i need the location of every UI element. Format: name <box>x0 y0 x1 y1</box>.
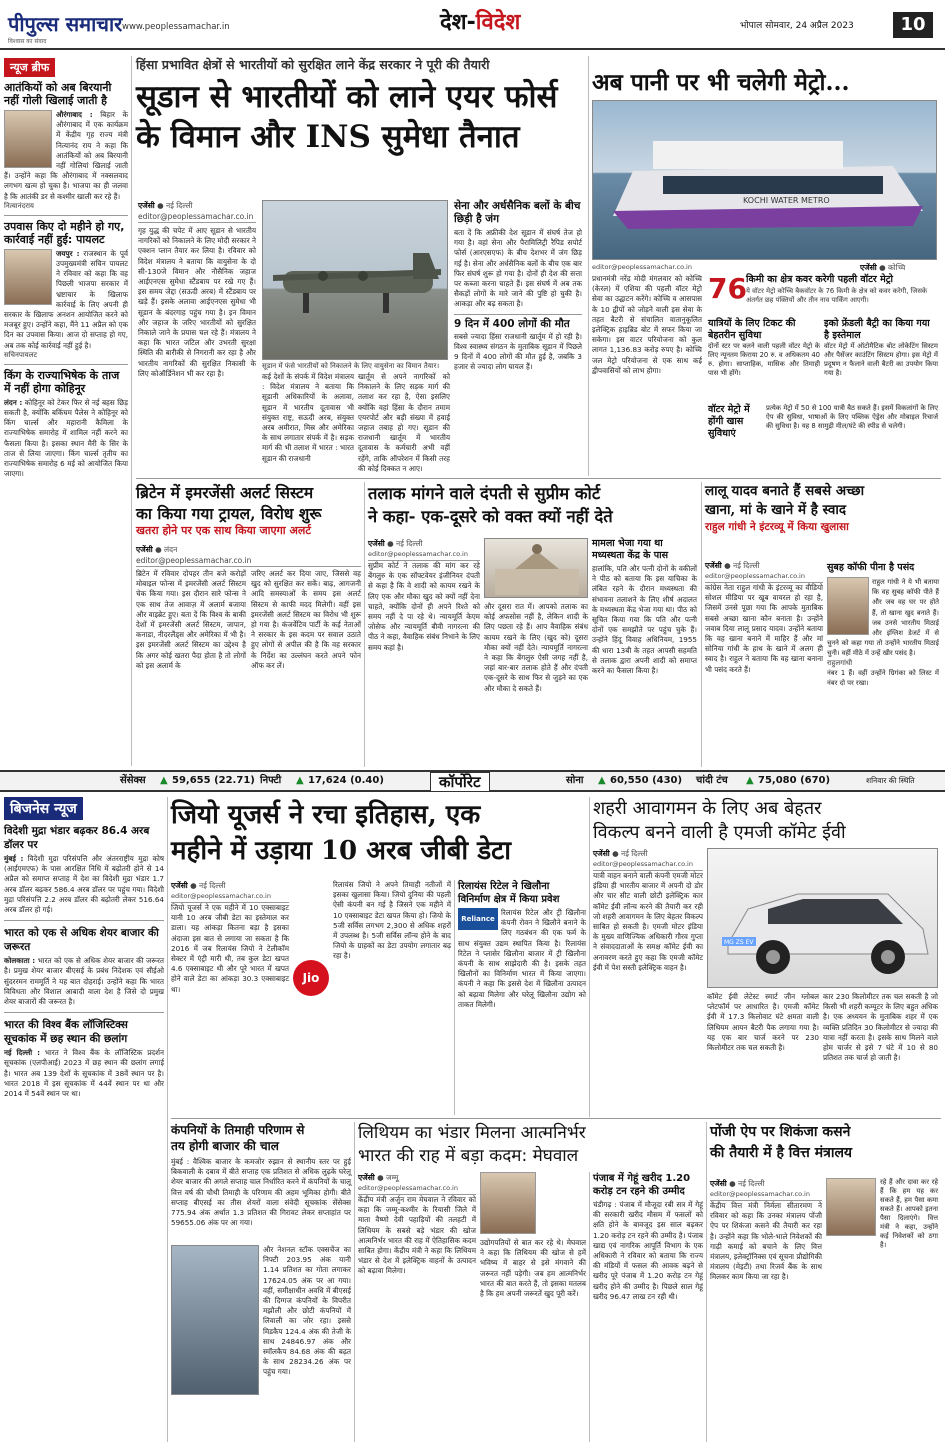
brief-text: राजस्थान के पूर्व उपमुख्यमंत्री सचिन पायलट ने रविवार को कहा कि वह पिछली भाजपा सरकार में भ्रष्टाचार के खिलाफ कार्रवाई के लिए अपनी ही सरकार के खिलाफ अनशन आयोजित करने को मजबूर हुए। उन्होंने कहा, मैंने 11 अप्रैल को एक दिन का उपवास किया। आज दो सप्ताह हो गए, अब तक कोई कार्रवाई नहीं हुई है। <box>4 248 128 350</box>
portrait-image <box>4 110 52 168</box>
silver-up-icon: ▲ <box>746 775 754 786</box>
reliance-logo: Reliance <box>458 908 498 930</box>
rahul-gandhi-portrait <box>827 577 869 635</box>
ponzi-body: केंद्रीय वित्त मंत्री निर्मला सीतारमण ने रविवार को कहा कि उनका मंत्रालय पोंजी ऐप पर शिकंजा कसने की तैयारी कर रहा है। उन्होंने कहा कि भोले-भाले निवेशकों की गाढ़ी कमाई को बचाने के लिए वित्त मंत्रालय, इलेक्ट्रॉनिक्स एवं सूचना प्रौद्योगिकी मंत्रालय (मेइटी) तथा रिजर्व बैंक के साथ मिलकर काम किया जा रहा है। <box>710 1201 822 1282</box>
lalu-subhead: राहुल गांधी ने इंटरव्यू में किया खुलासा <box>705 521 849 533</box>
mg-body-3: कार 230 किलोमीटर तक चल सकती है जो किसी भी शहरी कम्यूटर के लिए बहुत अधिक है। एक अध्ययन के मुताबिक शहर में एक व्यक्ति प्रतिदिन 30 किलोमीटर से ज्यादा की यात्रा नहीं करता है। इसके साथ मिलने वाले होम चार्जर से इसे 7 घंटे में 10 से 80 प्रतिशत तक चार्ज हो जाती है। <box>823 992 938 1063</box>
sensex-up-icon: ▲ <box>160 775 168 786</box>
brief-text: बिहार के औरंगाबाद में एक कार्यक्रम में केंद्रीय गृह राज्य मंत्री नित्यानंद राय ने कहा कि आतंकियों को अब बिरयानी नहीं गोलियां खिलाई जाती हैं। उन्होंने कहा कि औरंगाबाद में नक्सलवाद लगभग खत्म हो चुका है। भाजपा का ही जलवा है कि आतंकी डर से कश्मीर खाली कर रहे हैं। <box>4 110 128 201</box>
metro-stat-box <box>708 274 938 314</box>
talaq-headline[interactable]: तलाक मांगने वाले दंपती से सुप्रीम कोर्ट ने कहा- एक-दूसरे को वक्त क्यों नहीं देते <box>368 484 613 526</box>
metro-stat-number: 76 <box>708 272 747 305</box>
britain-story <box>136 482 361 767</box>
britain-byline: एजेंसी ● लंदन <box>136 545 178 554</box>
ponzi-headline[interactable]: पोंजी ऐप पर शिकंजा कसने की तैयारी में है वित्त मंत्रालय <box>710 1124 853 1161</box>
jio-body-1: जियो यूजर्स ने एक महीने में 10 एक्साबाइट यानी 10 अरब जीबी डेटा का इस्तेमाल कर डाला। यह आंकड़ा कितना बड़ा है इसका अंदाजा इस बात से लगाया जा सकता है कि 2016 में जब रिलायंस जियो ने टेलीकॉम सेक्टर में एंट्री मारी थी, तब कुल डेटा खपत 4.6 एक्साबाइट थी और पूरे भारत में खपत होने वाले डेटा का आंकड़ा 30.3 एक्साबाइट था। <box>171 903 289 994</box>
nifty-value: 17,624 (0.40) <box>308 775 384 786</box>
sensex-label: सेंसेक्स <box>120 775 146 786</box>
mg-car-photo <box>707 848 938 988</box>
lithium-byline: एजेंसी ● जम्मू <box>358 1173 399 1182</box>
lithium-body-2: उद्योगपतियों से बात कर रहे थे। मेघवाल ने कहा कि लिथियम की खोज से हमें भविष्य में बाहर से इसे मंगवाने की जरूरत नहीं पड़ेगी। जब हम आत्मनिर्भर भारत की बात करते हैं, तो इसका मतलब है कि हम अपनी जरूरतें खुद पूरी करें। <box>480 1238 586 1299</box>
boat-label: KOCHI WATER METRO <box>743 196 830 205</box>
metro-ticket-box: यात्रियों के लिए टिकट की बेहतरीन सुविधा दोनों स्टर पर बलने वाली पहली वॉटर मेट्रो के लिए न्यूनतम किराया 20 रु. व अधिकतम 40 रु. होगा। साप्ताहिक, मासिक और तिमाही पास भी होंगे। <box>708 318 820 377</box>
sudan-body-col-3: खार्तूम से अपने नागरिकों को निकालने के लिए सड़क मार्ग की तलाश कर रहा है, ऐसा इसलिए क्योंकि वहां हिंसा के दौरान तमाम एयरपोर्ट और बड़ी संख्या में हवाई जहाज तबाह हो गए। सूडान की राजधानी खार्तूम में भारतीय दूतावास के कर्मचारी अभी वहीं रहेंगे, ताकि ऑपरेशन में किसी तरह की कोई दिक्कत न आए। <box>358 372 450 473</box>
section-title: देश-विदेश <box>440 10 521 35</box>
stock-exchange-photo <box>171 1245 259 1395</box>
lalu-body: कांग्रेस नेता राहुल गांधी के इंटरव्यू का वीडियो सोशल मीडिया पर खूब वायरल हो रहा है, जिसमें उनसे पूछा गया कि आपके मुताबिक सबसे अच्छा खाना कौन बनाता है। उन्होंने जवाब दिया लालू प्रसाद यादव। उन्होंने बताया कि वह खाना बनाने में माहिर हैं और मां सोनिया गांधी के हाथ के खाने में अलग ही स्वाद है। राहुल ने बताया कि वह खाना बनाना भी पसंद करते हैं। <box>705 583 823 674</box>
talaq-email[interactable]: editor@peoplessamachar.co.in <box>368 549 480 561</box>
sudan-death-headline: 9 दिन में 400 लोगों की मौत <box>454 314 582 332</box>
brief-item <box>4 220 128 360</box>
mg-byline: एजेंसी ● नई दिल्ली <box>593 849 648 858</box>
portrait-caption: सचिनपायलट <box>4 350 37 359</box>
quarterly-body-2: और नेशनल स्टॉक एक्सचेंज का निफ्टी 203.95 अंक यानी 1.14 प्रतिशत का गोता लगाकर 17624.05 अंक पर आ गया। वहीं, समीक्षाधीन अवधि में बीएसई की दिग्गज कंपनियों के विपरीत मझौली और छोटी कंपनियों में लिवाली का जोर रहा। इससे मिडकैप 124.4 अंक की तेजी के साथ 24846.97 अंक और स्मॉलकैप 84.68 अंक की बढ़त के साथ 28234.26 अंक पर पहुंच गया। <box>263 1245 351 1377</box>
masthead <box>0 0 945 50</box>
sudan-side-text: बता दें कि अफ्रीकी देश सूडान में संघर्ष तेज हो गया है। वहां सेना और पैरामिलिट्री रैपिड सपोर्ट फोर्स (आरएसएफ) के बीच देशभर में जंग छिड़ गई है। सेना और अर्धसैनिक बलों के बीच एक बार फिर संघर्ष शुरू हो गया है। दोनों ही देश की सत्ता पर कब्जा करना चाहते हैं। इस संघर्ष में अब तक सैकड़ों लोगों के मारे जाने की पुष्टि हो चुकी है। आकड़ा और बढ़ सकता है। <box>454 228 582 309</box>
business-item: भारत की विश्व बैंक लॉजिस्टिक्स सूचकांक में छह स्थान की छलांग नई दिल्ली : भारत ने विश्व बैंक के लॉजिस्टिक प्रदर्शन सूचकांक (एलपीआई) 2023 में छह स्थान की छलांग लगाई है। भारत अब 139 देशों के सूचकांक में 38वें स्थान पर है। भारत 2018 में इस सूचकांक में 44वें स्थान पर था और 2014 में 54वें स्थान पर था। <box>4 1019 164 1099</box>
metro-stat-headline: किमी का क्षेत्र कवर करेगी पहली वॉटर मेट्रो <box>746 274 894 285</box>
court-building-illustration <box>485 539 589 599</box>
business-item: विदेशी मुद्रा भंडार बढ़कर 86.4 अरब डॉलर पर मुंबई : विदेशी मुद्रा परिसंपत्ति और अंतरराष्ट्रीय मुद्रा कोष (आईएमएफ) के पास आरक्षित निधि में बढ़ोतरी होने से 14 अप्रैल को समाप्त सप्ताह में देश का विदेशी मुद्रा भंडार 1.7 अरब डॉलर बढ़कर 586.4 अरब डॉलर पर पहुंच गया। विदेशी मुद्रा परिसंपत्ति 2.2 अरब डॉलर की बढ़ोतरी लेकर 516.64 अरब डॉलर हो गई। <box>4 825 164 915</box>
mg-body-2: कॉमेट ईवी लेटेस्ट स्मार्ट जीन ग्लोबल प्लेटफॉर्म पर आधारित है। एमजी कॉमेट ईवी में 17.3 किलोवाट घंटे क्षमता वाली लिथियम आयन बैटरी पैक लगाया गया है। यह एक बार चार्ज करने पर 230 किलोमीटर तक चल सकती है। <box>707 992 819 1053</box>
water-metro-photo <box>592 100 937 260</box>
nifty-label: निफ्टी <box>260 775 282 786</box>
gold-value: 60,550 (430) <box>610 775 683 786</box>
sudan-body-text: गृह युद्ध की चपेट में आए सूडान से भारतीय नागरिकों को निकालने के लिए मोदी सरकार ने एक्शन प्लान तैयार कर लिया है। रविवार को विदेश मंत्रालय ने बताया कि वायुसेना के दो सी-130जे विमान और नौसैनिक जहाज आईएनएस सुमेधा स्टैंडबाय पर रखे गए हैं। इस समय जेद्दा (सऊदी अरब) में स्टैंडबाय पर खड़े हैं। इसके अलावा आईएनएस सुमेधा भी सूडान के बंदरगाह पहुंच गया है। इन विमान और जहाज के जरिए भारतीयों को सुरक्षित निकाले जाने के प्रयास चल रहे हैं। मंत्रालय ने कहा कि भारत जटिल और उभरती सुरक्षा स्थिति की बारीकी से निगरानी कर रहा है और भारतीय नागरिकों की सुरक्षित निकासी के लिए कोऑर्डिनेशन भी कर रहा है। <box>138 226 256 378</box>
gold-label: सोना <box>566 775 584 786</box>
portrait-caption: नित्यानंदराय <box>4 201 34 210</box>
talaq-body-2: और दूसरा रात में। आपको तलाक का कोई अफसोस नहीं है, लेकिन शादी के लिए पछता रहे हैं। आप वैवाहिक संबंध कायम रखने के लिए (खुद को) दूसरा मौका क्यों नहीं देते। न्यायमूर्ति नागरत्ना ने कहा कि बेंगलुरु ऐसी जगह नहीं है, जहां बार-बार तलाक होते हैं और दंपती एक-दूसरे के साथ फिर से जुड़ने का एक और मौका दे सकते हैं। <box>484 602 588 693</box>
news-brief-tag: न्यूज ब्रीफ <box>4 58 55 77</box>
silver-label: चांदी टंच <box>696 775 728 786</box>
sudan-byline: एजेंसी ● नई दिल्ली <box>138 201 193 210</box>
website-url[interactable]: www.peoplessamachar.in <box>122 22 230 32</box>
metro-byline: एजेंसी ● कोच्चि <box>860 263 906 272</box>
sudan-kicker: हिंसा प्रभावित क्षेत्रों से भारतीयों को सुरक्षित लाने केंद्र सरकार ने पूरी की तैयारी <box>136 57 490 72</box>
sudan-side-panel <box>454 200 582 475</box>
reliance-headline[interactable]: रिलायंस रिटेल ने खिलौना विनिर्माण क्षेत्र में किया प्रवेश <box>458 881 560 905</box>
sitharaman-portrait <box>826 1178 876 1236</box>
sudan-body-col-1 <box>138 200 256 475</box>
business-news-tag: बिजनेस न्यूज <box>4 797 83 820</box>
talaq-col-1 <box>368 538 480 768</box>
lithium-col-1 <box>358 1172 476 1442</box>
market-ticker <box>0 770 945 792</box>
business-news-column <box>4 797 164 1442</box>
sudan-side-headline: सेना और अर्धसैनिक बलों के बीच छिड़ी है जंग <box>454 200 581 225</box>
lalu-headline[interactable]: लालू यादव बनाते हैं सबसे अच्छा खाना, मां के खाने में है स्वाद <box>705 483 865 518</box>
brief-text: कोहिनूर को टेकर फिर से नई बहस छिड़ सकती है, क्योंकि बकिंघम पैलेस ने कोहिनूर को किंग चार्ल्स और महारानी कैमिला के राज्याभिषेक समारोह में शामिल नहीं करने का फैसला किया है। इसका स्थान मैरी के सिर के ताज से लिया जाएगा। किंग चार्ल्स तृतीय का राज्याभिषेक समारोह 6 मई को आयोजित किया जाएगा। <box>4 397 128 479</box>
jio-col-1 <box>171 880 289 1115</box>
metro-battery-box: इको फ्रेंडली बैट्री का किया गया है इस्तेमाल वॉटर मेट्रो में ऑटोमैटिक बोट लोकेटिंग सिस्टम और पैसेंजर काउंटिंग सिस्टम होगा। इस मेट्रो में प्रदूषण न फैलाने वाली बैटरी का उपयोग किया गया है। <box>824 318 938 377</box>
quarterly-story <box>171 1122 351 1442</box>
business-headline[interactable]: विदेशी मुद्रा भंडार बढ़कर 86.4 अरब डॉलर पर <box>4 825 150 851</box>
sudan-death-text: सबसे ज्यादा हिंसा राजधानी खार्तूम में हो रही है। विश्व स्वास्थ्य संगठन के मुताबिक सूडान में पिछले 9 दिनों में 400 लोगों की मौत हुई है, जबकि 3 हजार से ज्यादा लोग घायल हैं। <box>454 331 582 372</box>
business-headline[interactable]: भारत को एक से अधिक शेयर बाजार की जरूरत <box>4 927 159 954</box>
reliance-body: रिलायंस रिटेल और ट्री खिलौना कंपनी रोवन ने खिलौने बनाने के लिए गठबंधन की एक फर्म के साथ संयुक्त उद्यम स्थापित किया है। रिलायंस रिटेल ने प्लासेर खिलौना बाजार में ट्री खिलौना कंपनी के साथ साझेदारी की है। इसके तहत खिलौनों का विनिर्माण भारत में किया जाएगा। कंपनी ने कहा कि इससे देश में खिलौना उत्पादन को बढ़ावा मिलेगा और घरेलू खिलौना उद्योग को ताकत मिलेगी। <box>458 908 586 1009</box>
metro-headline[interactable]: अब पानी पर भी चलेगी मेट्रो... <box>592 69 850 96</box>
jio-headline[interactable]: जियो यूजर्स ने रचा इतिहास, एक महीने में उड़ाया 10 अरब जीबी डेटा <box>171 800 511 866</box>
portrait-caption: राहुलगांधी <box>827 658 853 667</box>
supreme-court-photo <box>484 538 588 598</box>
lithium-headline[interactable]: लिथियम का भंडार मिलना आत्मनिर्भर भारत की राह में बड़ा कदम: मेघवाल <box>358 1123 586 1166</box>
nifty-up-icon: ▲ <box>296 775 304 786</box>
jio-body-2: रिलायंस जियो ने अपने तिमाही नतीजों में इसका खुलासा किया। जियो दुनिया की पहली ऐसी कंपनी बन गई है जिसने एक महीने में 10 एक्साबाइट डेटा खपत किया हो। जियो के 5जी सर्विस लगभग 2,300 से अधिक शहरों में उपलब्ध है। 5जी सर्विस लाॅन्च होने के बाद जियो के ग्राहकों का डेटा उपयोग लगातार बढ़ रहा है। <box>333 880 451 961</box>
car-illustration <box>708 849 939 989</box>
brief-place: औरंगाबाद : <box>56 110 93 119</box>
jio-byline: एजेंसी ● नई दिल्ली <box>171 881 226 890</box>
metro-stat-text: ये वॉटर मेट्रो कोच्चि बैकवॉटर के 76 किमी के क्षेत्र को कवर करेगी, जिसके अंतर्गत छह पंक्तियों और तीन नाव पार्किंग आएगी। <box>746 287 928 304</box>
britain-headline[interactable]: ब्रिटेन में इमरजेंसी अलर्ट सिस्टम का किया गया ट्रायल, विरोध शुरू <box>136 483 322 523</box>
quarterly-body: मुंबई : वैश्विक बाजार के कमजोर रुझान से स्थानीय स्तर पर हुई बिकवाली के दबाव में बीते सप्ताह एक प्रतिशत से अधिक लुढ़के घरेलू शेयर बाजार की अगले सप्ताह चाल निर्धारित करने में कंपनियों के चालू वित्त वर्ष की चौथी तिमाही के परिणाम की अहम भूमिका होगी। बीते सप्ताह बीएसई का तीस शेयरों वाला संवेदी सूचकांक सेंसेक्स 775.94 अंक अर्थात 1.3 प्रतिशत की गिरावट लेकर सप्ताहांत पर 59655.06 अंक पर आ गया। <box>171 1157 351 1228</box>
brief-item <box>4 369 128 480</box>
lalu-byline: एजेंसी ● नई दिल्ली <box>705 561 760 570</box>
lalu-coffee-box: सुबह कॉफी पीना है पसंद राहुल गांधी ने ये भी बताया कि वह सुबह कॉफी पीते हैं और जब वह घर पर होते हैं, तो खाना खुद बनाते हैं। जब उनसे भारतीय मिठाई और इंग्लिश डेजर्ट में से चुनने को कहा गया तो उन्होंने भारतीय मिठाई चुनी। वहीं मीठे में उन्हें खीर पसंद है। राहुलगांधी नंबर 1 हैं। वहीं उन्होंने ग्रिगंका को लिस्ट में नंबर दो पर रखा। <box>827 562 939 687</box>
wheat-headline[interactable]: पंजाब में गेहूं खरीद 1.20 करोड़ टन रहने की उम्मीद <box>593 1173 691 1197</box>
ponzi-byline: एजेंसी ● नई दिल्ली <box>710 1179 765 1188</box>
mg-email[interactable]: editor@peoplessamachar.co.in <box>593 859 703 871</box>
quarterly-headline[interactable]: कंपनियों के तिमाही परिणाम से तय होगी बाजार की चाल <box>171 1123 305 1153</box>
mg-body-1: यात्री वाहन बनाने वाली कंपनी एमजी मोटर इंडिया ही भारतीय बाजार में अपनी दो डोर और चार सीट वाली छोटी इलेक्ट्रिक कार कॉमेट ईवी लॉन्च करने की तैयारी कर रही जो शहरी आवागमन के लिए बेहतर विकल्प साबित हो सकती है। एमजी मोटर इंडिया के मुख्य वाणिज्यिक अधिकारी गौरव गुप्ता ने संवाददाताओं के समक्ष कॉमेट ईवी का अनावरण करते हुए कहा कि एमजी कॉमेट ईवी में पेश सस्ती इलेक्ट्रिक वाहन है। <box>593 871 703 972</box>
ponzi-body-2: रहे हैं और दावा कर रहे हैं कि हम यह कर सकते हैं, हम पैसा कमा सकते हैं। आपको इतना पैसा दिलाएंगे। वित्त मंत्री ने कहा, उन्होंने कई निवेशकों को ठगा है। <box>880 1178 938 1249</box>
issue-date: भोपाल सोमवार, 24 अप्रैल 2023 <box>740 21 854 31</box>
metro-features-box: वॉटर मेट्रो में होंगी खास सुविधाएं प्रत्येक मेट्रो में 50 से 100 यात्री बैठ सकते हैं। इसमें विकलांगों के लिए ऐप की सुविधा, भाषाओं के लिए पब्लिक ऐड्रेस और मोबाइल रिचार्ज की सुविधा है। यह 8 सामुद्री मील/घंटे की स्पीड से चलेगी। <box>708 404 938 439</box>
britain-subhead: खतरा होने पर एक साथ किया जाएगा अलर्ट <box>136 524 311 537</box>
business-item: भारत को एक से अधिक शेयर बाजार की जरूरत कोलकाता : भारत को एक से अधिक शेयर बाजार की जरूरत है। प्रमुख शेयर बाजार बीएसई के प्रबंध निदेशक एवं सीईओ सुंदररमन राममूर्ति ने यह बात दोहराई। उन्होंने कहा कि भारत विविधता और विशाल आबादी वाला देश है जिसे दो प्रमुख शेयर बाजारों की जरूरत है। <box>4 927 164 1007</box>
sudan-body-col-2: कई देशों के संपर्क में विदेश मंत्रालय : विदेश मंत्रालय ने बताया कि सूडानी अधिकारियों के अलावा, सूडान में भारतीय दूतावास भी संयुक्त राष्ट्र, सऊदी अरब, संयुक्त अरब अमीरात, मिस्र और अमेरिका के साथ लगातार संपर्क में है। सड़क मार्ग की भी तलाश में भारत : भारत सूडान की राजधानी <box>262 372 354 463</box>
lithium-email[interactable]: editor@peoplessamachar.co.in <box>358 1183 476 1195</box>
silver-value: 75,080 (670) <box>758 775 831 786</box>
corporate-section-tag: कॉर्पोरेट <box>430 772 490 792</box>
brief-headline[interactable]: आतंकियों को अब बिरयानी नहीं गोली खिलाई जाती है <box>4 81 112 107</box>
reliance-story <box>458 880 586 1115</box>
sensex-value: 59,655 (22.71) <box>172 775 255 786</box>
newspaper-logo[interactable]: पीपुल्स समाचार विश्वास का संवाद <box>8 12 123 45</box>
ponzi-email[interactable]: editor@peoplessamachar.co.in <box>710 1189 822 1201</box>
mg-col-1 <box>593 848 703 1118</box>
mg-headline[interactable]: शहरी आवागमन के लिए अब बेहतर विकल्प बनने वाली है एमजी कॉमेट ईवी <box>593 798 846 843</box>
lalu-col-1 <box>705 560 823 767</box>
aircraft-illustration <box>263 201 449 361</box>
page-number: 10 <box>893 12 933 38</box>
metro-email[interactable]: editor@peoplessamachar.co.in <box>592 263 692 271</box>
talaq-side: मामला भेजा गया था मध्यस्थता केंद्र के पास हालांकि, पति और पत्नी दोनों के वकीलों ने पीठ को बताया कि इस याचिका के लंबित रहने के दौरान मध्यस्थता की संभावना तलाशने के लिए शीर्ष अदालत के मध्यस्थता केंद्र भेजा गया था। पीठ को सूचित किया गया कि पति और पत्नी दोनों एक समझौते पर पहुंच चुके हैं। उन्होंने हिंदू विवाह अधिनियम, 1955 की धारा 13बी के तहत आपसी सहमति से तलाक द्वारा अपनी शादी को समाप्त करने का फैसला किया है। <box>592 538 697 676</box>
wheat-body: चंडीगढ़ : पंजाब में मौजूदा रबी सत्र में गेहूं की सरकारी खरीद मौसम में फसलों को क्षति होने के बावजूद इस साल बढ़कर 1.20 करोड़ टन रहने की उम्मीद है। पंजाब खाद्य एवं नागरिक आपूर्ति विभाग के एक अधिकारी ने रविवार को बताया कि राज्य की मंडियों में फसल की आवक बढ़ने से खरीद पूरे पंजाब में 1.20 करोड़ टन गेहूं खरीद होने की उम्मीद है। पिछले साल गेहूं खरीद 96.47 लाख टन रही थी। <box>593 1200 703 1301</box>
brief-headline[interactable]: किंग के राज्याभिषेक के ताज में नहीं होगा कोहिनूर <box>4 368 120 395</box>
jio-logo: Jio <box>293 960 329 996</box>
brief-place: जयपुर : <box>56 248 80 258</box>
wheat-story <box>593 1172 703 1442</box>
brief-place: लंदन : <box>4 397 23 407</box>
business-headline[interactable]: भारत की विश्व बैंक लॉजिस्टिक्स सूचकांक में छह स्थान की छलांग <box>4 1019 128 1046</box>
ticker-note: शनिवार की स्थिति <box>866 776 915 785</box>
talaq-body-1: सुप्रीम कोर्ट ने तलाक की मांग कर रहे बेंगलुरु के एक सॉफ्टवेयर इंजीनियर दंपती से कहा है कि वे शादी को कायम रखने के लिए एक और मौका खुद को क्यों नहीं देना चाहते, क्योंकि दोनों ही अपने रिश्ते को समय नहीं दे पा रहे थे। न्यायमूर्ति केएम जोसेफ और न्यायमूर्ति बीवी नागरत्ना की पीठ ने कहा, वैवाहिक संबंध निभाने के लिए समय कहां है। <box>368 561 480 652</box>
news-brief-column <box>4 56 128 766</box>
ponzi-col-1 <box>710 1178 822 1442</box>
brief-item <box>4 81 128 211</box>
water-metro-illustration <box>593 101 938 261</box>
britain-email[interactable]: editor@peoplessamachar.co.in <box>136 555 361 567</box>
portrait-image <box>4 249 52 305</box>
lalu-email[interactable]: editor@peoplessamachar.co.in <box>705 571 823 583</box>
talaq-byline: एजेंसी ● नई दिल्ली <box>368 539 423 548</box>
brief-headline[interactable]: उपवास किए दो महीने हो गए, कार्रवाई नहीं हुई: पायलट <box>4 219 125 246</box>
sudan-email[interactable]: editor@peoplessamachar.co.in <box>138 211 256 223</box>
sudan-headline[interactable]: सूडान से भारतीयों को लाने एयर फोर्स के विमान और INS सुमेधा तैनात <box>136 79 558 155</box>
metro-body: प्रधानमंत्री नरेंद्र मोदी मंगलवार को कोच्चि (केरल) में एशिया की पहली वॉटर मेट्रो सेवा का उद्घाटन करेंगे। कोच्चि व आसपास के 10 द्वीपों को जोड़ने वाली इस सेवा के तहत बैटरी से संचालित वातानुकूलित इलेक्ट्रिक हाइब्रिड बोट में सफर किया जा सकेगा। इस वाटर परियोजना को कुल लागत 1,136.83 करोड़ रुपए है। कोच्चि जल मेट्रो परियोजना से एक साथ कई द्वीपवासियों को लाभ होगा। <box>592 274 702 375</box>
mg-plate: MG ZS EV <box>724 939 754 946</box>
jio-email[interactable]: editor@peoplessamachar.co.in <box>171 891 289 903</box>
aircraft-photo-caption: सूडान में फंसे भारतीयों को निकालने के लिए वायुसेना का विमान तैयार। <box>262 362 440 370</box>
meghwal-portrait <box>480 1172 536 1234</box>
aircraft-photo <box>262 200 448 360</box>
britain-body-col-1: ब्रिटेन में रविवार दोपहर तीन बजे करोड़ों मोबाइल फोन्स में इमरजेंसी अलर्ट सिस्टम चेक किया गया। इस दौरान सारे फोन्स ने एक साथ तेज आवाज़ में अलार्म बजाया और वाइब्रेट हुए। बता दें कि विश्व के बाकी देशों में इमरजेंसी अलर्ट सिस्टम, जापान, कनाडा, नीदरलैंड्स और अमेरिका में भी है। इस इमरजेंसी अलर्ट सिस्टम का उद्देश्य है कि अगर कोई खतरा पैदा होता है तो लोगों को इस अलार्म के <box>136 569 246 670</box>
britain-body-col-2: जरिए अलर्ट कर दिया जाए, जिससे वह खुद को सुरक्षित कर सकें। बाढ़, आगजनी आदि समस्याओं के समय इस अलर्ट सिस्टम से काफी मदद मिलेगी। वहीं इस इमरजेंसी अलर्ट सिस्टम का विरोध भी शुरू हो गया है। कंजर्वेटिव पार्टी के कई नेताओं ने सरकार के इस कदम पर सवाल उठाते हुए लोगों से अपील की है कि वह सरकार के निर्देश का उल्लंघन करते अपने फोन ऑफ कर लें। <box>251 569 361 670</box>
lithium-body-1: केंद्रीय मंत्री अर्जुन राम मेघवाल ने रविवार को कहा कि जम्मू-कश्मीर के रियासी जिले में माता वैष्णो देवी पहाड़ियों की तलहटी में लिथियम के सबसे बड़े भंडार की खोज आत्मनिर्भर भारत की राह में ऐतिहासिक कदम साबित होगा। केंद्रीय मंत्री ने कहा कि लिथियम भंडार से देश में इलेक्ट्रिक वाहनों के उत्पादन को बढ़ावा मिलेगा। <box>358 1195 476 1276</box>
gold-up-icon: ▲ <box>598 775 606 786</box>
